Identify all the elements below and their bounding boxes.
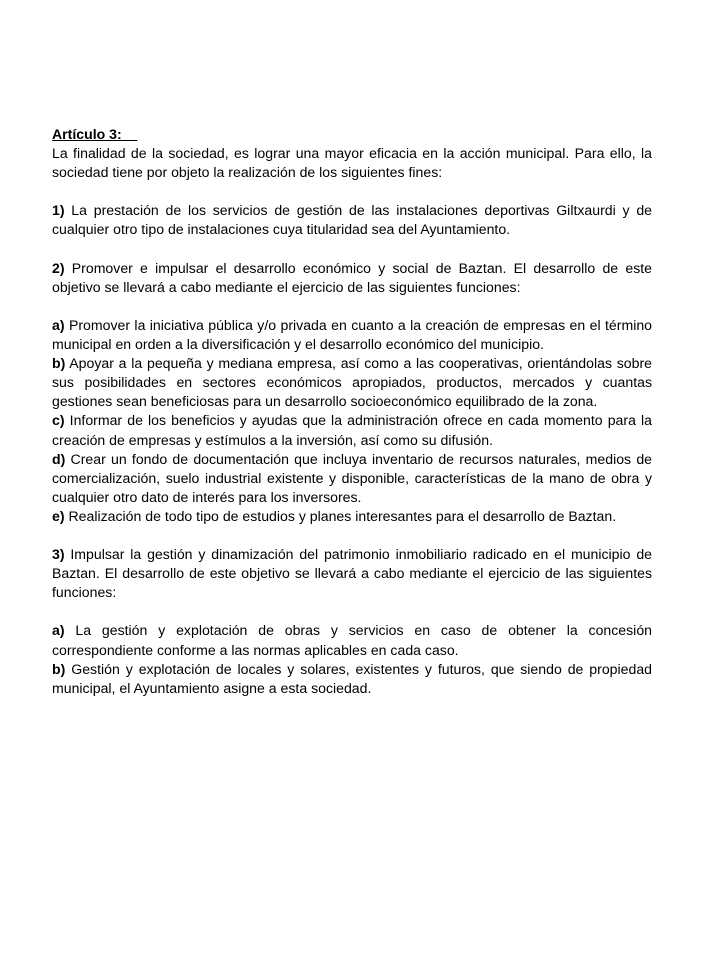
- function-letter: d): [52, 450, 66, 467]
- function-text: La gestión y explotación de obras y servicios en caso de obtener la concesión correspondiente conforme a las normas aplicables en cada caso.: [52, 622, 652, 658]
- aim-2-function-a: [52, 316, 652, 354]
- function-letter: a): [52, 622, 65, 639]
- aim-1-number: 1): [52, 202, 65, 219]
- aim-2-number: 2): [52, 259, 65, 276]
- spacer: [52, 602, 652, 621]
- function-text: Crear un fondo de documentación que incluya inventario de recursos naturales, medios de comercialización, suelo industrial existente y disponible, características de la mano de obra y cualquier otro dato de interés para los inversores.: [52, 450, 652, 505]
- function-text: Apoyar a la pequeña y mediana empresa, así como a las cooperativas, orientándolas sobre sus posibilidades en sectores económicos apropiados, productos, mercados y cuantas gestiones sean beneficiosas para un desarrollo socioeconómico equilibrado de la zona.: [52, 355, 652, 410]
- function-text: Gestión y explotación de locales y solares, existentes y futuros, que siendo de propiedad municipal, el Ayuntamiento asigne a esta sociedad.: [52, 660, 652, 696]
- aim-2: [52, 259, 652, 297]
- aim-3-number: 3): [52, 546, 65, 563]
- document-page: [52, 125, 652, 698]
- aim-1-text: La prestación de los servicios de gestión de las instalaciones deportivas Giltxaurdi y de cualquier otro tipo de instalaciones cuya titularidad sea del Ayuntamiento.: [52, 202, 652, 238]
- aim-3-function-b: [52, 660, 652, 698]
- article-heading: Artículo 3:: [52, 126, 138, 142]
- aim-3-function-a: [52, 621, 652, 659]
- function-letter: a): [52, 316, 65, 333]
- function-text: Realización de todo tipo de estudios y planes interesantes para el desarrollo de Baztan.: [64, 507, 617, 524]
- aim-2-function-e: [52, 507, 652, 526]
- article-intro: La finalidad de la sociedad, es lograr una mayor eficacia en la acción municipal. Para ello, la sociedad tiene por objeto la realización de los siguientes fines:: [52, 145, 652, 181]
- aim-2-function-c: [52, 411, 652, 449]
- function-text: Promover la iniciativa pública y/o privada en cuanto a la creación de empresas en el término municipal en orden a la diversificación y el desarrollo económico del municipio.: [52, 316, 652, 353]
- function-text: Informar de los beneficios y ayudas que la administración ofrece en cada momento para la creación de empresas y estímulos a la inversión, así como su difusión.: [52, 412, 652, 448]
- function-letter: e): [52, 507, 65, 524]
- spacer: [52, 182, 652, 201]
- spacer: [52, 526, 652, 545]
- aim-3-text: Impulsar la gestión y dinamización del patrimonio inmobiliario radicado en el municipio de Baztan. El desarrollo de este objetivo se llevará a cabo mediante el ejercicio de las siguientes funciones:: [52, 546, 652, 601]
- function-letter: b): [52, 355, 66, 372]
- aim-1: [52, 201, 652, 239]
- spacer: [52, 240, 652, 259]
- function-letter: b): [52, 660, 66, 677]
- aim-2-function-d: [52, 450, 652, 507]
- aim-2-text: Promover e impulsar el desarrollo económico y social de Baztan. El desarrollo de este objetivo se llevará a cabo mediante el ejercicio de las siguientes funciones:: [52, 259, 652, 295]
- spacer: [52, 297, 652, 316]
- aim-2-function-b: [52, 354, 652, 411]
- function-letter: c): [52, 412, 65, 429]
- aim-3: [52, 545, 652, 602]
